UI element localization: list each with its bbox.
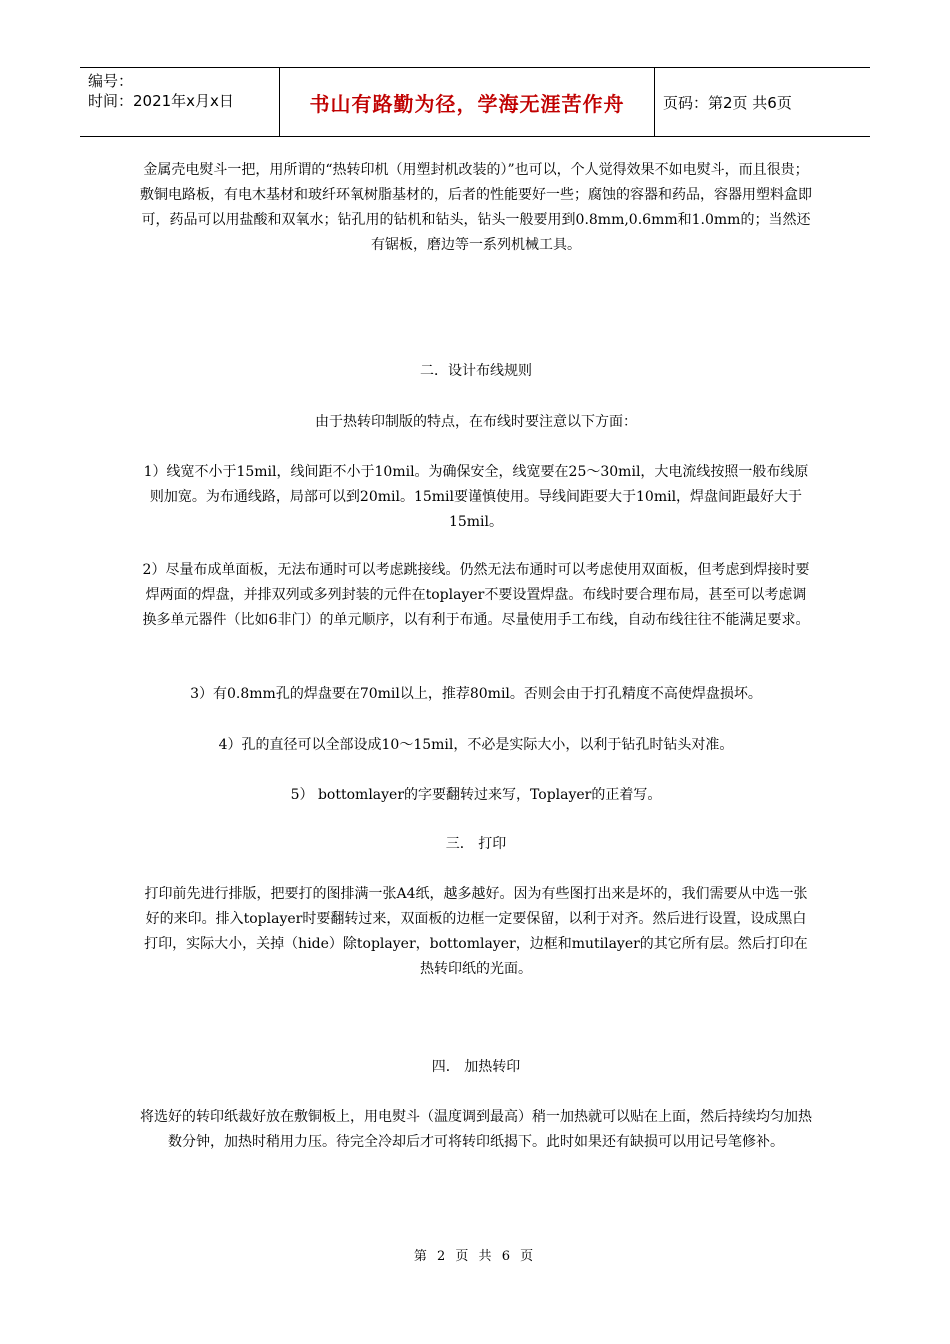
rule-5: 5） bottomlayer的字要翻转过来写，Toplayer的正着写。	[290, 787, 662, 803]
section-heading-3: 三． 打印	[445, 836, 507, 852]
page-footer: 第 2 页 共 6 页	[413, 1249, 537, 1264]
document-header	[80, 67, 870, 137]
number-label: 编号：	[88, 72, 134, 90]
transfer-paragraph: 将选好的转印纸裁好放在敷铜板上，用电熨斗（温度调到最高）稍一加热就可以贴在上面，然后持续均匀加热数分钟，加热时稍用力压。待完全冷却后才可将转印纸揭下。此时如果还有缺损可以用记号笔修补。	[140, 1109, 812, 1150]
rule-4: 4）孔的直径可以全部设成10～15mil，不必是实际大小，以利于钻孔时钻头对准。	[218, 737, 734, 753]
rule-2: 2）尽量布成单面板，无法布通时可以考虑跳接线。仍然无法布通时可以考虑使用双面板，但考虑到焊接时要焊两面的焊盘，并排双列或多列封装的元件在toplayer不要设置焊盘。布线时要合理布局，甚至可以考虑调换多单元器件（比如6非门）的单元顺序，以有利于布通。尽量使用手工布线，自动布线往往不能满足要求。	[142, 562, 810, 628]
header-motto: 书山有路勤为径，学海无涯苦作舟	[280, 68, 655, 136]
section-2-intro: 由于热转印制版的特点，在布线时要注意以下方面：	[315, 414, 637, 430]
rule-1: 1）线宽不小于15mil，线间距不小于10mil。为确保安全，线宽要在25～30mil，大电流线按照一般布线原则加宽。为布通线路，局部可以到20mil。15mil要谨慎使用。导线间距要大于10mil，焊盘间距最好大于15mil。	[143, 464, 809, 530]
section-heading-2: 二．设计布线规则	[420, 363, 532, 379]
header-page-label: 页码：第2页 共6页	[663, 93, 792, 112]
rule-3: 3）有0.8mm孔的焊盘要在70mil以上，推荐80mil。否则会由于打孔精度不高使焊盘损坏。	[190, 686, 762, 702]
section-heading-4: 四． 加热转印	[431, 1059, 521, 1075]
header-meta	[80, 68, 280, 136]
time-label: 时间：2021年x月x日	[88, 92, 234, 110]
print-paragraph: 打印前先进行排版，把要打的图排满一张A4纸，越多越好。因为有些图打出来是坏的，我们需要从中选一张好的来印。排入toplayer时要翻转过来，双面板的边框一定要保留，以利于对齐。然后进行设置，设成黑白打印，实际大小，关掉（hide）除toplayer，bottomlayer，边框和mutilayer的其它所有层。然后打印在热转印纸的光面。	[144, 886, 808, 977]
tools-paragraph: 金属壳电熨斗一把，用所谓的“热转印机（用塑封机改装的）”也可以，个人觉得效果不如电熨斗，而且很贵；敷铜电路板，有电木基材和玻纤环氧树脂基材的，后者的性能要好一些；腐蚀的容器和药品，容器用塑料盒即可，药品可以用盐酸和双氧水；钻孔用的钻机和钻头，钻头一般要用到0.8mm,0.6mm和1.0mm的；当然还有锯板，磨边等一系列机械工具。	[140, 162, 812, 253]
